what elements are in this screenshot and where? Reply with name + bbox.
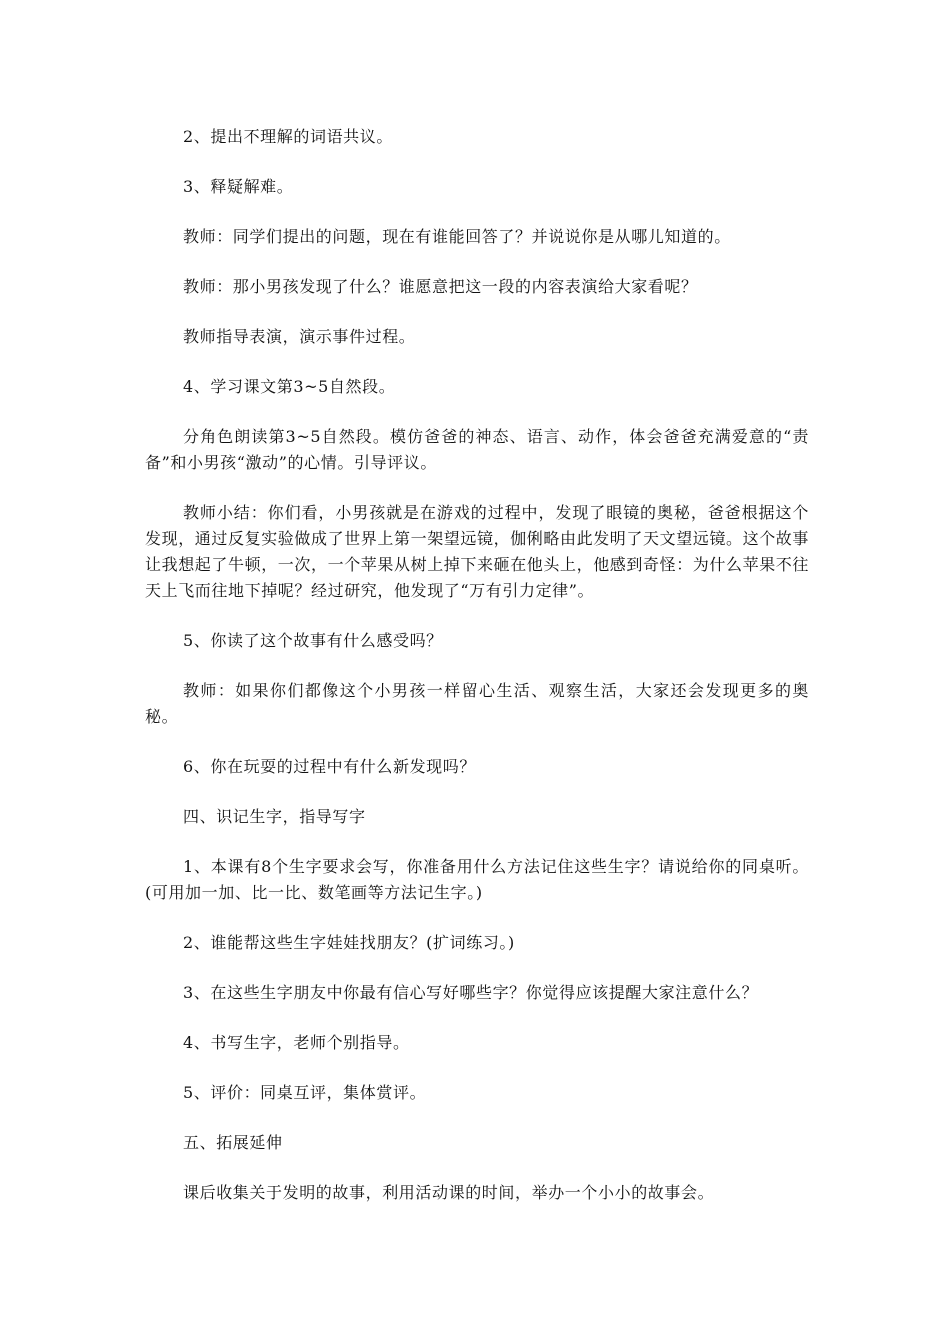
paragraph: 6、你在玩耍的过程中有什么新发现吗？	[183, 757, 476, 776]
paragraph: 4、书写生字，老师个别指导。	[183, 1033, 410, 1052]
document-body	[145, 124, 809, 1230]
paragraph: 3、释疑解难。	[183, 177, 294, 196]
paragraph: 教师：同学们提出的问题，现在有谁能回答了？并说说你是从哪儿知道的。	[183, 227, 731, 246]
paragraph: 课后收集关于发明的故事，利用活动课的时间，举办一个小小的故事会。	[183, 1183, 715, 1202]
paragraph: 分角色朗读第3~5自然段。模仿爸爸的神态、语言、动作，体会爸爸充满爱意的“责备”和小男孩“激动”的心情。引导评议。	[145, 427, 809, 472]
paragraph: 3、在这些生字朋友中你最有信心写好哪些字？你觉得应该提醒大家注意什么？	[183, 983, 759, 1002]
paragraph: 教师小结：你们看，小男孩就是在游戏的过程中，发现了眼镜的奥秘，爸爸根据这个发现，通过反复实验做成了世界上第一架望远镜，伽俐略由此发明了天文望远镜。这个故事让我想起了牛顿，一次，一个苹果从树上掉下来砸在他头上，他感到奇怪：为什么苹果不往天上飞而往地下掉呢？经过研究，他发现了“万有引力定律”。	[145, 503, 810, 600]
paragraph: 1、本课有8个生字要求会写，你准备用什么方法记住这些生字？请说给你的同桌听。(可用加一加、比一比、数笔画等方法记生字。)	[145, 857, 809, 902]
paragraph: 5、评价：同桌互评，集体赏评。	[183, 1083, 427, 1102]
paragraph: 教师指导表演，演示事件过程。	[183, 327, 416, 346]
paragraph: 2、提出不理解的词语共议。	[183, 127, 393, 146]
paragraph: 2、谁能帮这些生字娃娃找朋友？(扩词练习。)	[183, 933, 515, 952]
paragraph: 5、你读了这个故事有什么感受吗？	[183, 631, 443, 650]
paragraph: 教师：如果你们都像这个小男孩一样留心生活、观察生活，大家还会发现更多的奥秘。	[145, 681, 809, 726]
section-heading: 五、拓展延伸	[183, 1133, 283, 1152]
section-heading: 四、识记生字，指导写字	[183, 807, 366, 826]
paragraph: 教师：那小男孩发现了什么？谁愿意把这一段的内容表演给大家看呢？	[183, 277, 698, 296]
paragraph: 4、学习课文第3~5自然段。	[183, 377, 396, 396]
